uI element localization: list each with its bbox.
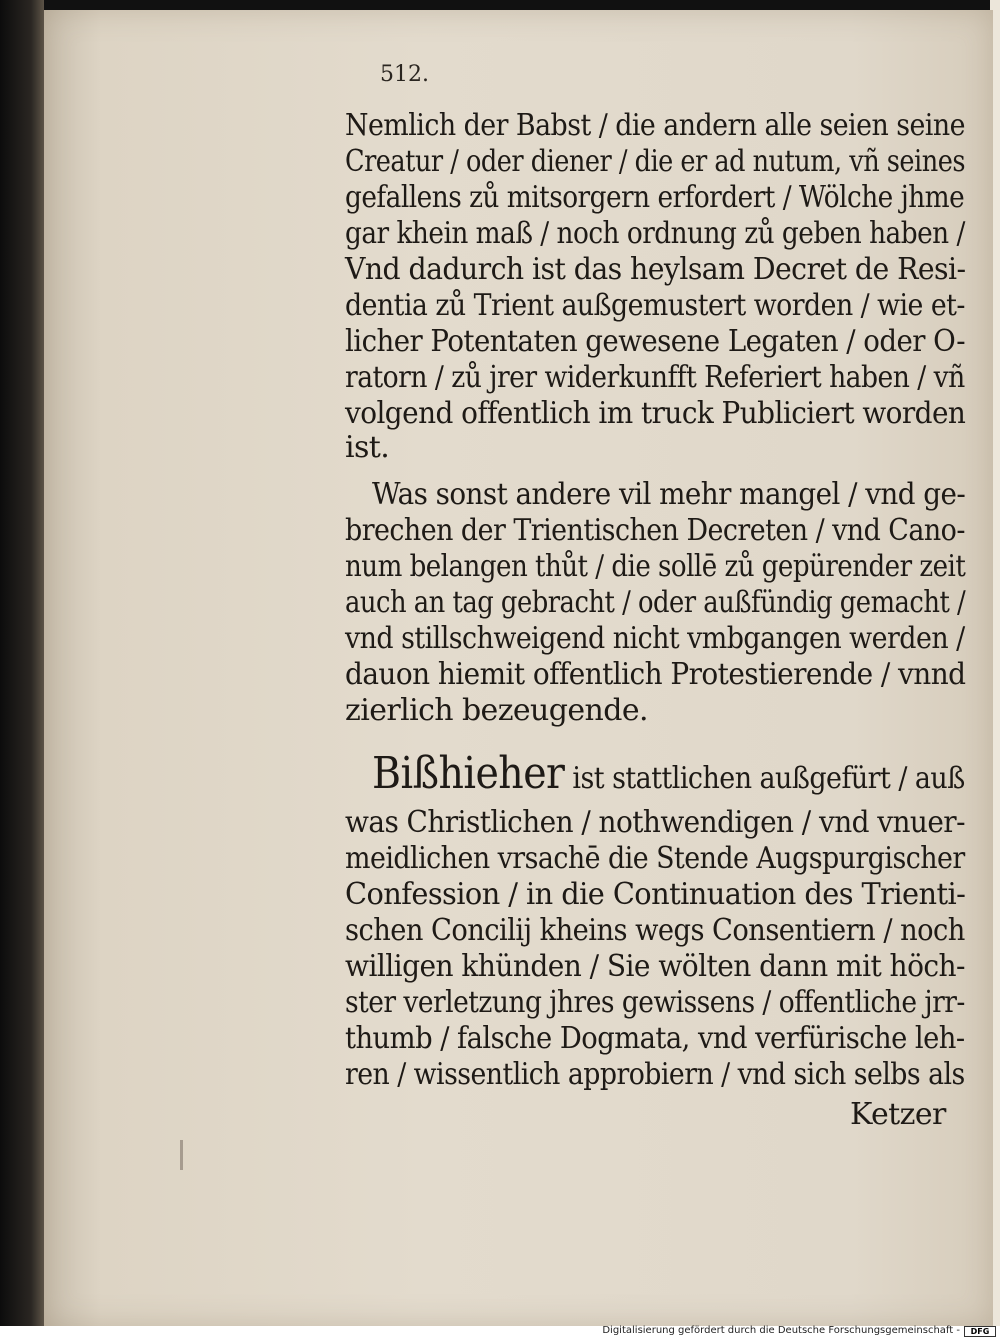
text-line: ist. [345, 430, 390, 465]
text-line: dauon hiemit offentlich Protestierende / vnnd [345, 657, 966, 692]
text-line: Confession / in die Continuation des Trienti- [345, 877, 966, 912]
text-line [372, 748, 965, 799]
dfg-logo: DFG [964, 1326, 996, 1337]
text-line: willigen khünden / Sie wölten dann mit höch- [345, 949, 965, 984]
text-line: auch an tag gebracht / oder außfündig gemacht / [345, 585, 966, 620]
catchword: Ketzer [850, 1097, 946, 1132]
page-number: 512. [380, 62, 429, 87]
text-line: meidlichen vrsachē die Stende Augspurgischer [345, 841, 965, 876]
text-line: num belangen thůt / die sollē zů gepürender zeit [345, 549, 966, 584]
text-line: volgend offentlich im truck Publiciert worden [345, 396, 966, 431]
paragraph-initial-word: Bißhieher [372, 748, 565, 799]
text-line: ratorn / zů jrer widerkunfft Referiert haben / vñ [345, 360, 965, 395]
footer-credit: Digitalisierung gefördert durch die Deutsche Forschungsgemeinschaft - [602, 1325, 960, 1336]
text-line: zierlich bezeugende. [345, 693, 648, 728]
text-line: gefallens zů mitsorgern erfordert / Wölche jhme [345, 180, 965, 215]
text-line: ren / wissentlich approbiern / vnd sich selbs als [345, 1057, 965, 1092]
text-line-rest: ist stattlichen außgefürt / auß [564, 761, 965, 796]
text-line: brechen der Trientischen Decreten / vnd Cano- [345, 513, 965, 548]
text-line: licher Potentaten gewesene Legaten / oder O- [345, 324, 966, 359]
text-line: Creatur / oder diener / die er ad nutum, vñ seines [345, 144, 965, 179]
text-line: gar khein maß / noch ordnung zů geben haben / [345, 216, 965, 251]
text-line: Was sonst andere vil mehr mangel / vnd ge- [372, 477, 966, 512]
text-line: was Christlichen / nothwendigen / vnd vnuer- [345, 805, 965, 840]
text-line: Vnd dadurch ist das heylsam Decret de Resi- [345, 252, 966, 287]
text-line: vnd stillschweigend nicht vmbgangen werden / [345, 621, 965, 656]
paper-mark [180, 1140, 183, 1170]
scan-border-left [0, 0, 44, 1338]
text-line: dentia zů Trient außgemustert worden / wie et- [345, 288, 965, 323]
text-line: schen Concilij kheins wegs Consentiern / noch [345, 913, 965, 948]
text-line: ster verletzung jhres gewissens / offentliche jrr- [345, 985, 965, 1020]
text-line: thumb / falsche Dogmata, vnd verfürische leh- [345, 1021, 965, 1056]
text-line: Nemlich der Babst / die andern alle seien seine [345, 108, 965, 143]
